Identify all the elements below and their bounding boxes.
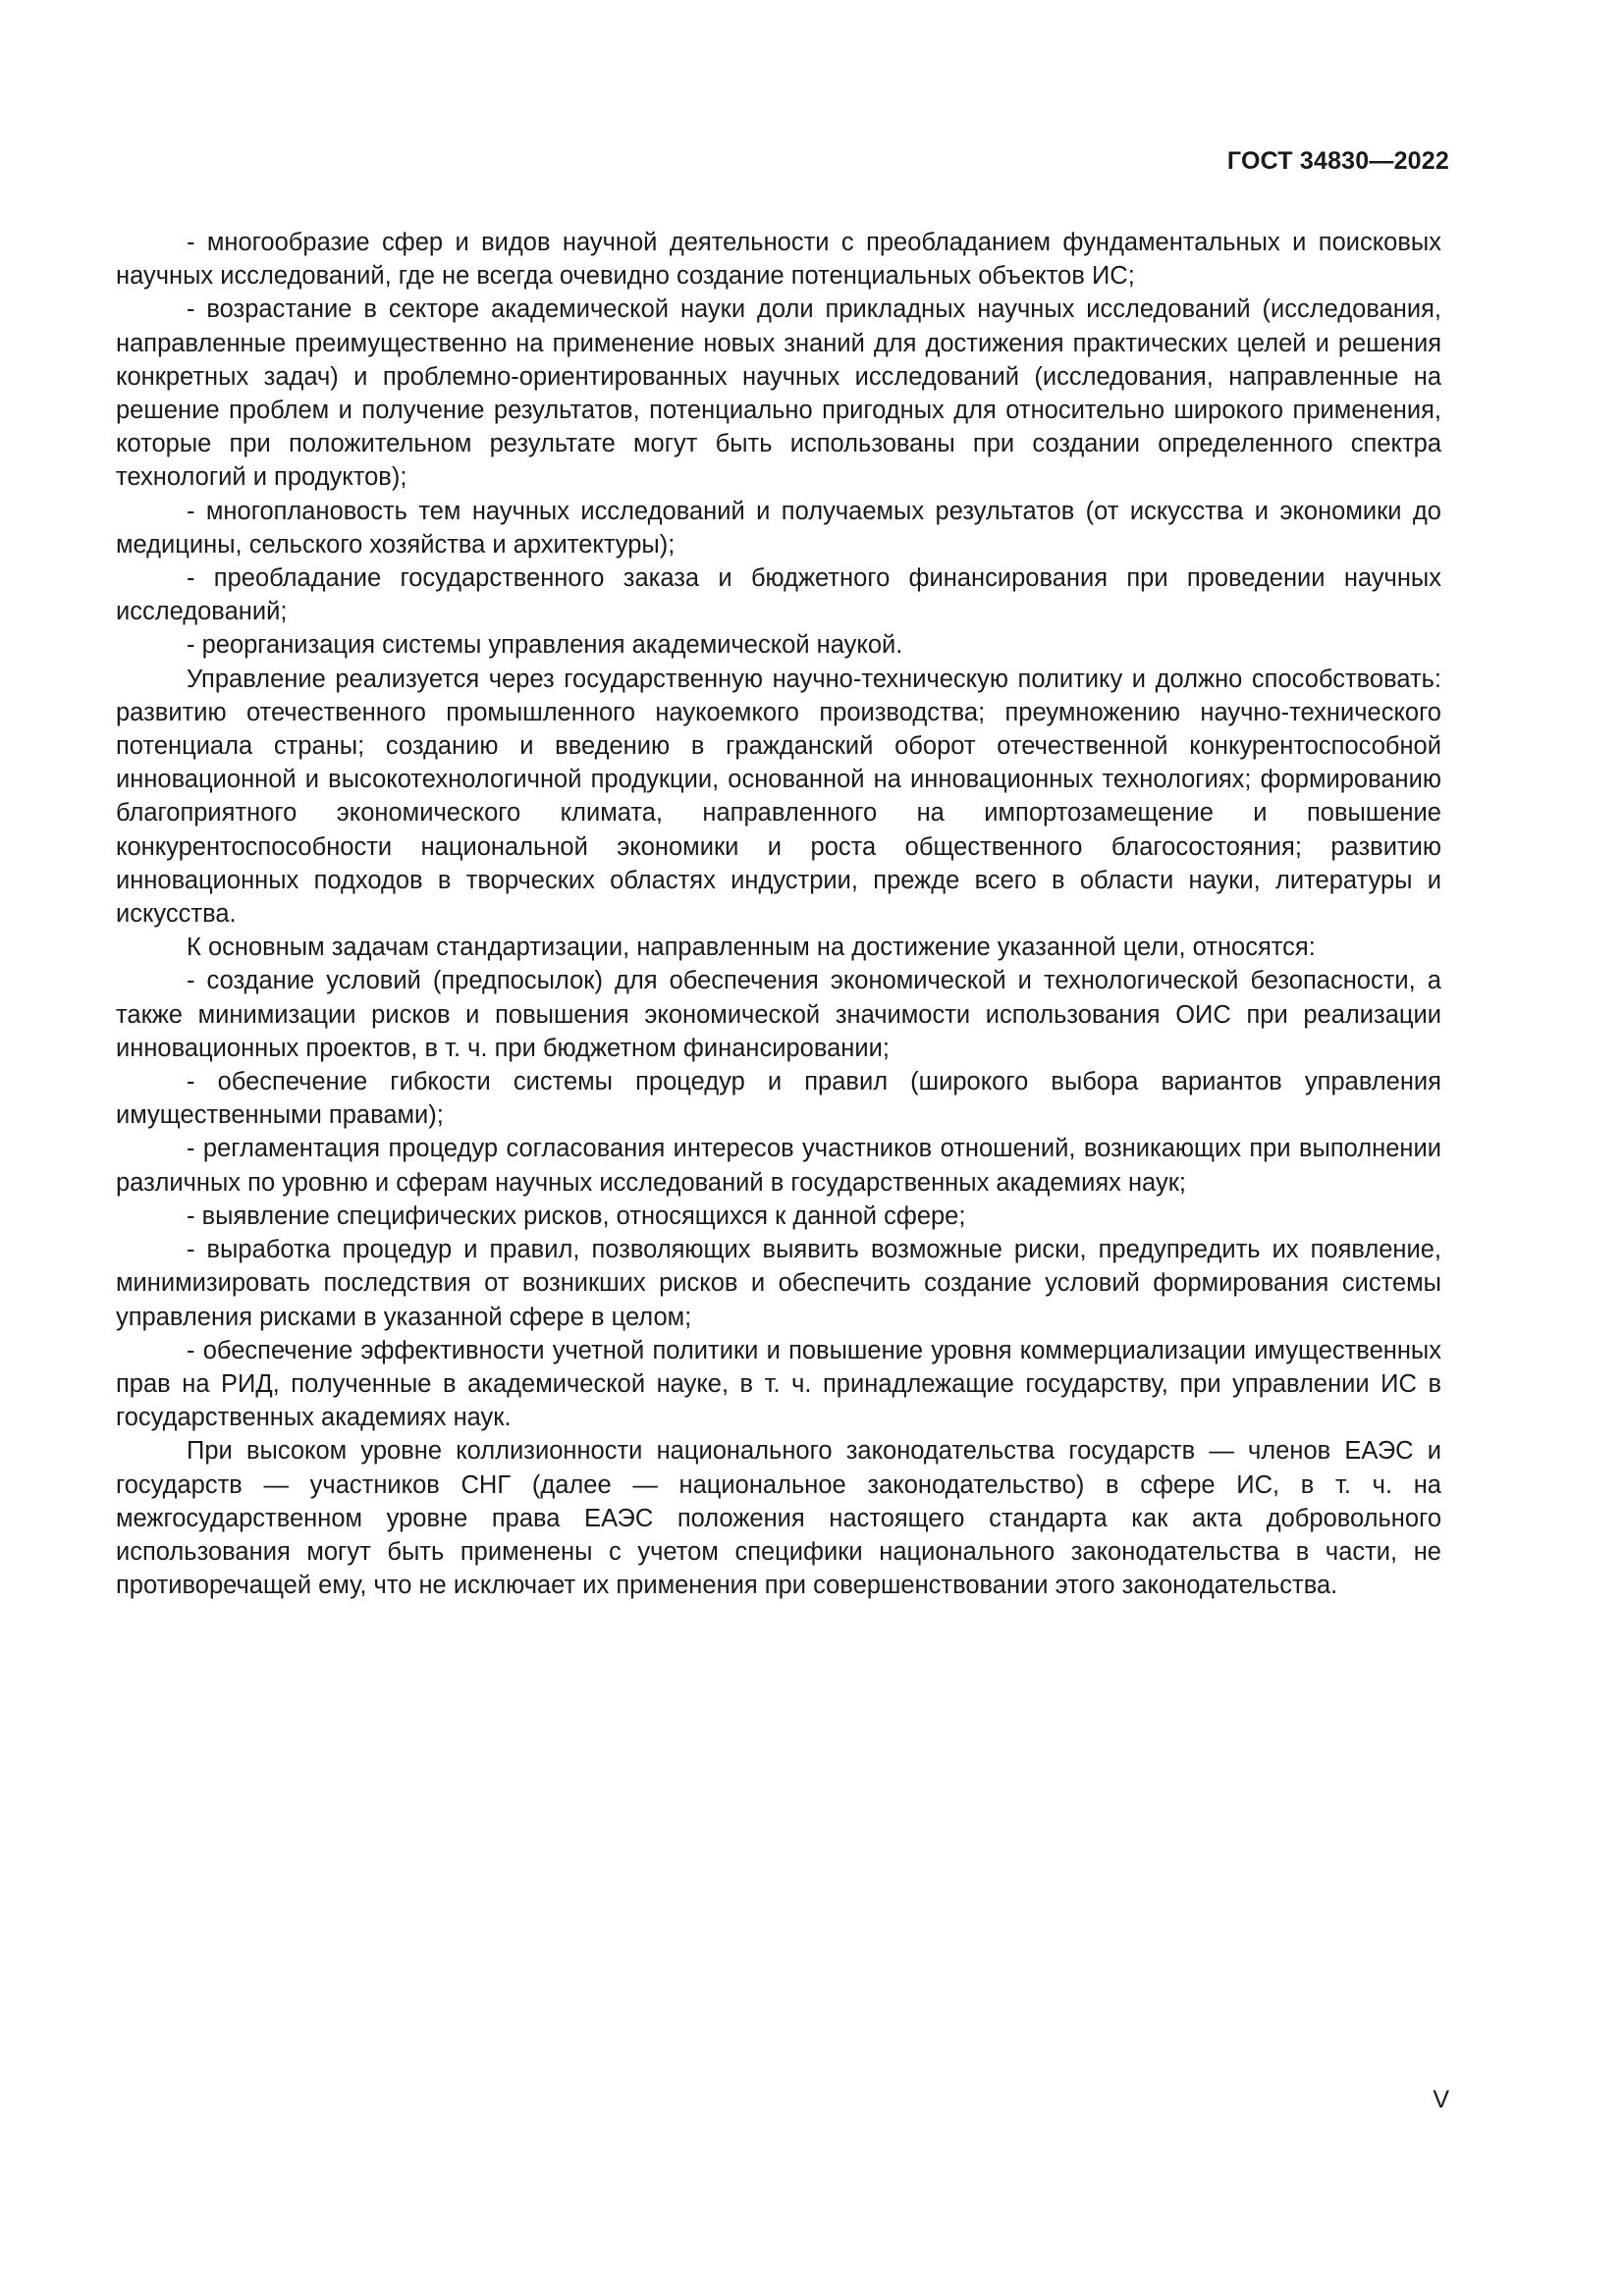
- paragraph-10: - регламентация процедур согласования интересов участников отношений, возникающих при выполнении различных по уровню и сферам научных исследований в государственных академиях наук;: [116, 1135, 1441, 1197]
- page-number: V: [1433, 2086, 1449, 2113]
- paragraph-7: К основным задачам стандартизации, направленным на достижение указанной цели, относятся:: [187, 934, 1316, 962]
- paragraph-2: - возрастание в секторе академической науки доли прикладных научных исследований (исследования, направленные преимущественно на применение новых знаний для достижения практических целей и решения конкретных задач) и проблемно-ориентированных научных исследований (исследования, направленные на решение проблем и получение результатов, потенциально пригодных для относительно широкого применения, которые при положительном результате могут быть использованы при создании определенного спектра технологий и продуктов);: [116, 295, 1441, 492]
- paragraph-5: - реорганизация системы управления академической наукой.: [187, 631, 903, 660]
- paragraph-12: - выработка процедур и правил, позволяющих выявить возможные риски, предупредить их появление, минимизировать последствия от возникших рисков и обеспечить создание условий формирования системы управления рисками в указанной сфере в целом;: [116, 1236, 1441, 1331]
- document-body: [116, 226, 1441, 1602]
- paragraph-13: - обеспечение эффективности учетной политики и повышение уровня коммерциализации имущественных прав на РИД, полученные в академической науке, в т. ч. принадлежащие государству, при управлении ИС в государственных академиях наук.: [116, 1336, 1441, 1432]
- paragraph-8: - создание условий (предпосылок) для обеспечения экономической и технологической безопасности, а также минимизации рисков и повышения экономической значимости использования ОИС при реализации инновационных проектов, в т. ч. при бюджетном финансировании;: [116, 967, 1441, 1062]
- paragraph-4: - преобладание государственного заказа и бюджетного финансирования при проведении научных исследований;: [116, 564, 1441, 626]
- paragraph-14: При высоком уровне коллизионности национального законодательства государств — членов ЕАЭС и государств — участников СНГ (далее — национальное законодательство) в сфере ИС, в т. ч. на межгосударственном уровне права ЕАЭС положения настоящего стандарта как акта добровольного использования могут быть применены с учетом специфики национального законодательства в части, не противоречащей ему, что не исключает их применения при совершенствовании этого законодательства.: [116, 1437, 1441, 1600]
- paragraph-1: - многообразие сфер и видов научной деятельности с преобладанием фундаментальных и поисковых научных исследований, где не всегда очевидно создание потенциальных объектов ИС;: [116, 229, 1441, 291]
- paragraph-3: - многоплановость тем научных исследований и получаемых результатов (от искусства и экономики до медицины, сельского хозяйства и архитектуры);: [116, 497, 1441, 559]
- paragraph-9: - обеспечение гибкости системы процедур и правил (широкого выбора вариантов управления имущественными правами);: [116, 1068, 1441, 1130]
- document-header-id: ГОСТ 34830—2022: [1226, 147, 1449, 175]
- paragraph-11: - выявление специфических рисков, относящихся к данной сфере;: [187, 1201, 966, 1230]
- paragraph-6: Управление реализуется через государственную научно-техническую политику и должно способствовать: развитию отечественного промышленного наукоемкого производства; преумножению научно-технического потенциала страны; созданию и введению в гражданский оборот отечественной конкурентоспособной инновационной и высокотехнологичной продукции, основанной на инновационных технологиях; формированию благоприятного экономического климата, направленного на импортозамещение и повышение конкурентоспособности национальной экономики и роста общественного благосостояния; развитию инновационных подходов в творческих областях индустрии, прежде всего в области науки, литературы и искусства.: [116, 665, 1441, 929]
